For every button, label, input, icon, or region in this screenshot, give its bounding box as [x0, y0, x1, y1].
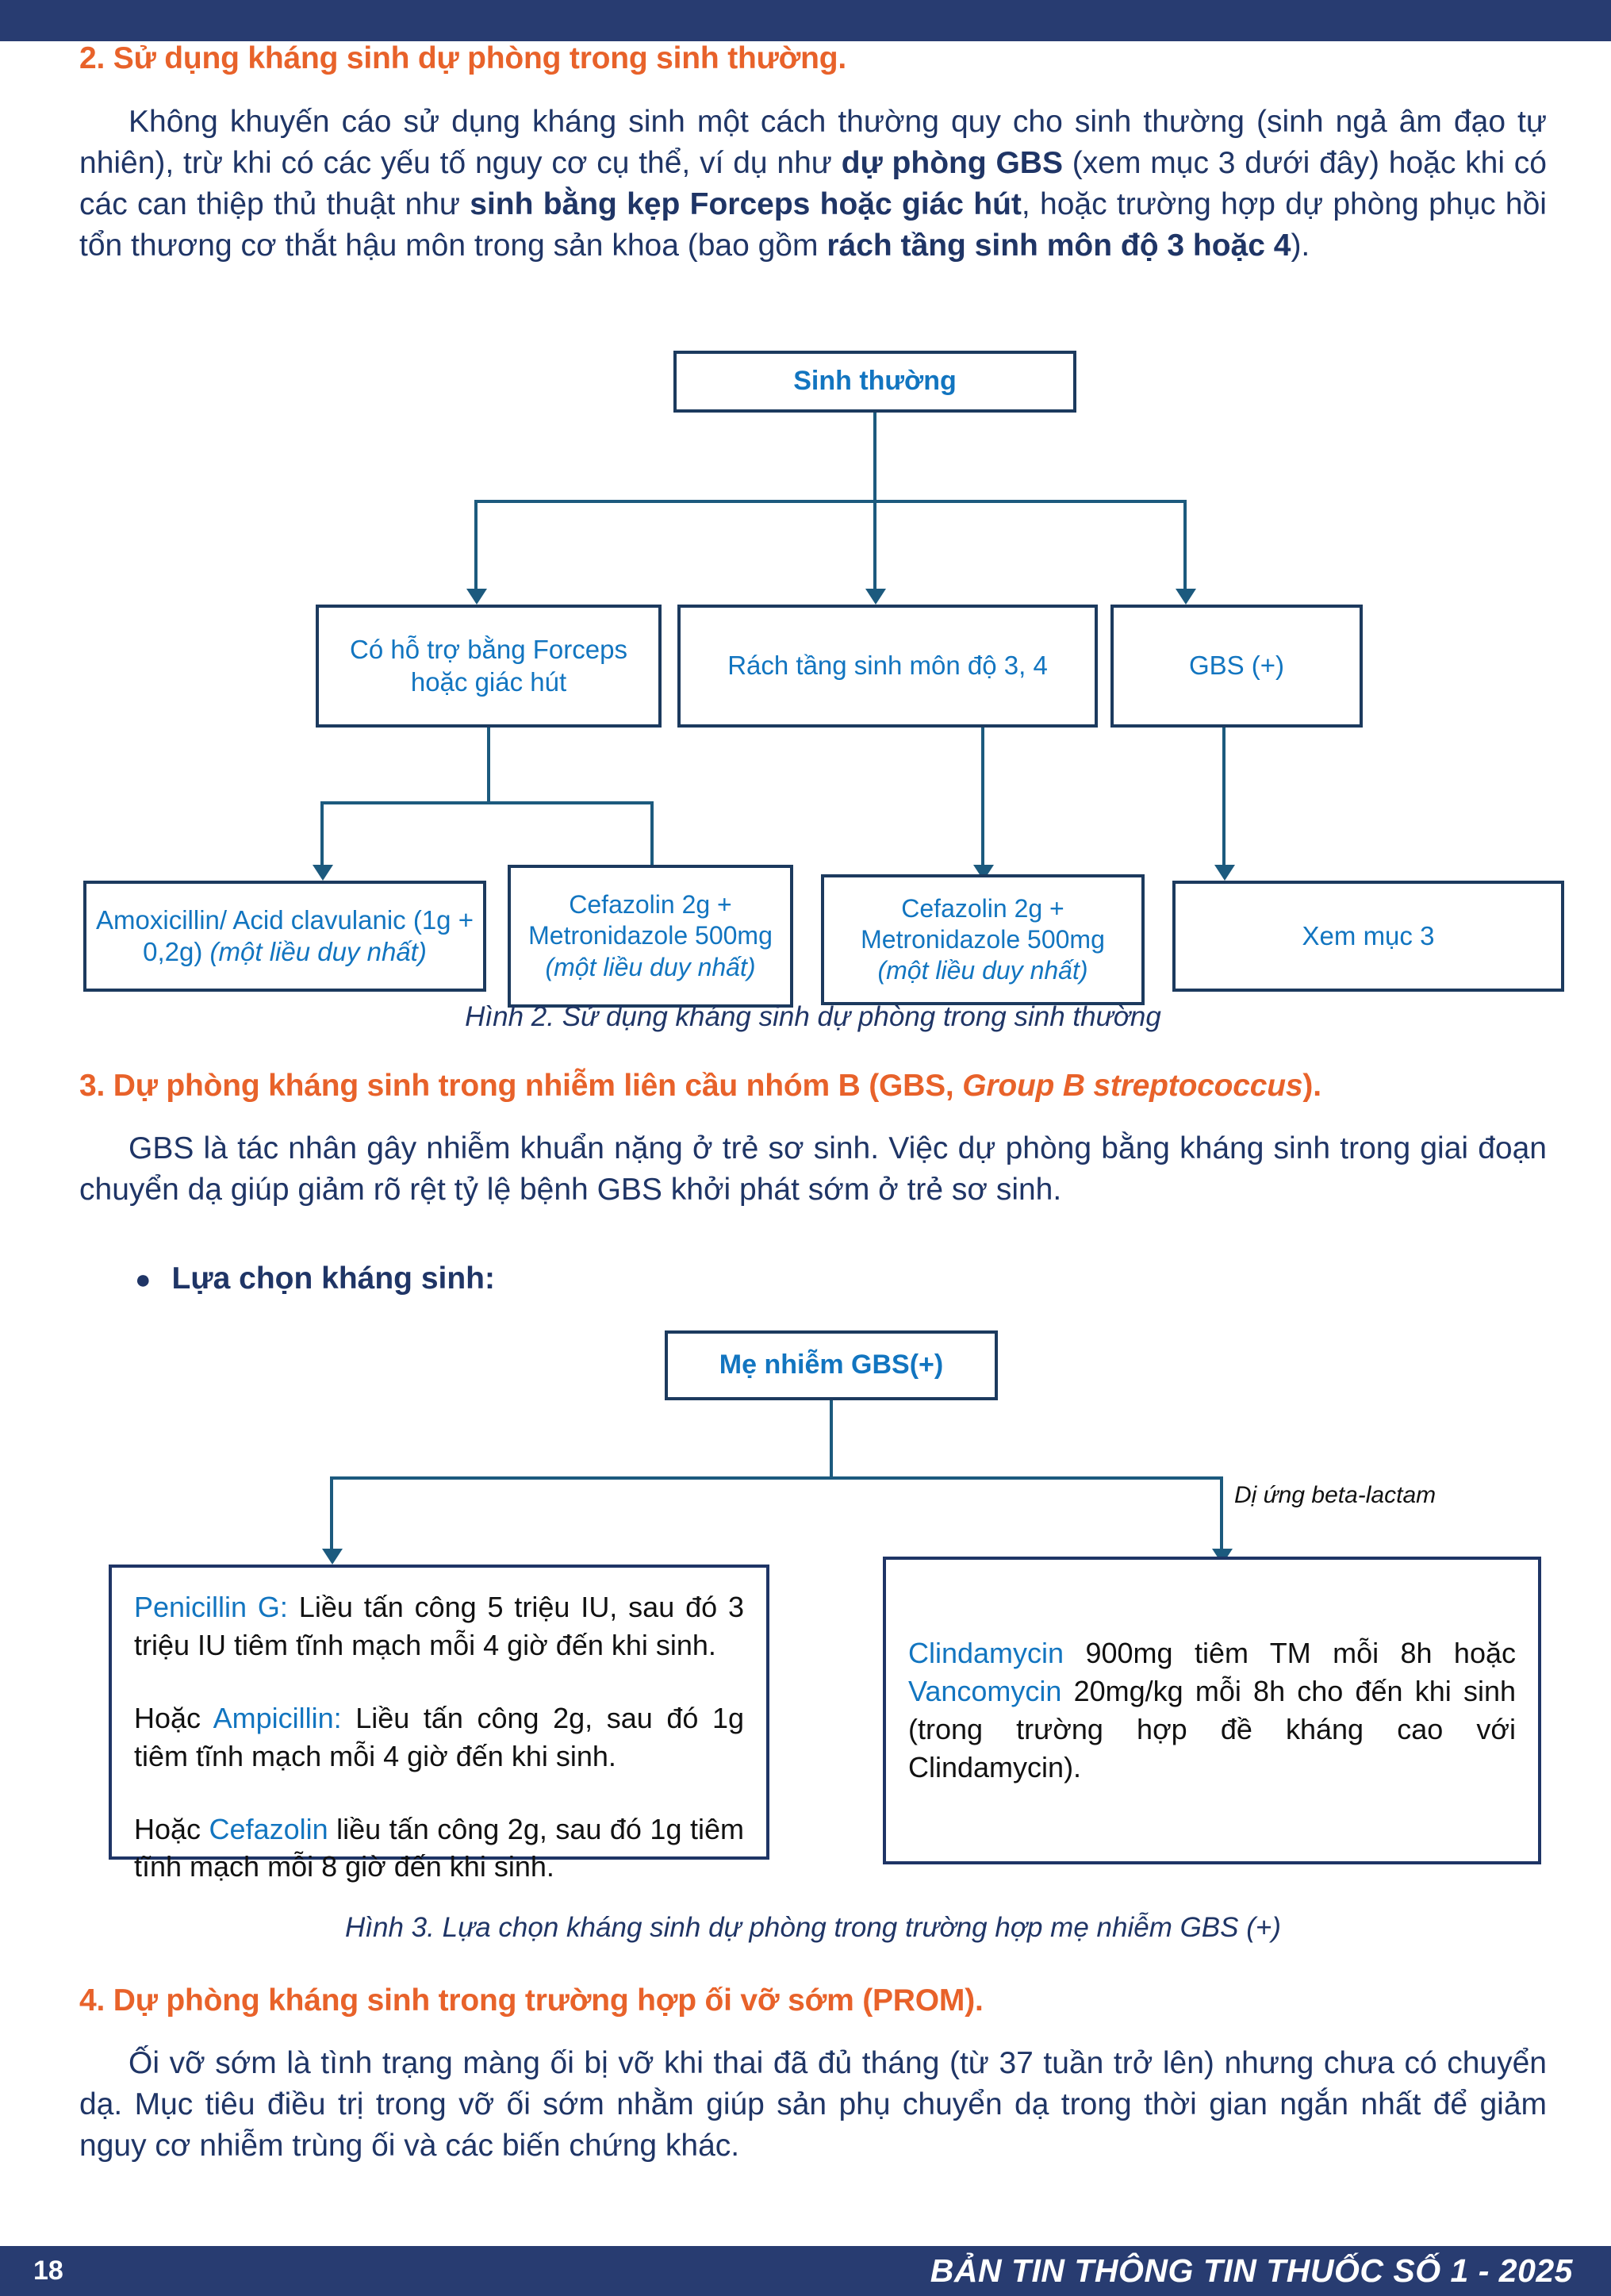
- page-number: 18: [33, 2256, 63, 2286]
- drug-clindamycin: Clindamycin: [908, 1637, 1064, 1670]
- flow2-connector-split-bus: [320, 801, 654, 804]
- top-decorative-bar: [0, 0, 1611, 41]
- flow2-node-see-section-3: Xem mục 3: [1172, 881, 1564, 992]
- s4-paragraph-text: Ối vỡ sớm là tình trạng màng ối bị vỡ khi thai đã đủ tháng (từ 37 tuần trở lên) nhưng chưa có chuyển dạ. Mục tiêu điều trị trong vỡ ối sớm nhằm giúp sản phụ chuyển dạ trong thời gian ngắn nhất để giảm nguy cơ nhiễm trùng ối và các biến chứng khác.: [79, 2046, 1547, 2163]
- section-4-paragraph: [79, 2043, 1547, 2167]
- flow3-connector-drop-left: [330, 1476, 333, 1556]
- regimen-ampicillin-text: Liều tấn công 2g, sau đó 1g tiêm tĩnh mạch mỗi 4 giờ đến khi sinh.: [134, 1701, 744, 1772]
- regimen-penicillin: [134, 1588, 744, 1664]
- flow2-connector-tear-down: [981, 728, 984, 870]
- regimen-penicillin-text: Liều tấn công 5 triệu IU, sau đó 3 triệu IU tiêm tĩnh mạch mỗi 4 giờ đến khi sinh.: [134, 1591, 744, 1661]
- section-4-heading: 4. Dự phòng kháng sinh trong trường hợp ối vỡ sớm (PROM).: [79, 1983, 984, 2018]
- s2-text-1: Không khuyến cáo sử dụng kháng sinh một cách thường quy cho sinh thường (sinh ngả âm đạo tự nhiên), trừ khi có các yếu tố nguy cơ cụ thể, ví dụ như: [79, 105, 1547, 180]
- drug-ampicillin: Ampicillin:: [213, 1701, 342, 1734]
- regimen-allergy: [908, 1634, 1516, 1787]
- section-3-heading: [79, 1069, 1547, 1104]
- s2-text-3: , hoặc trường hợp dự phòng phục hồi tổn thương cơ thắt hậu môn trong sản khoa (bao gồm: [79, 186, 1547, 263]
- regimen-allergy-text-1: 900mg tiêm TM mỗi 8h hoặc: [1064, 1637, 1516, 1670]
- flow2-cefa1-italic: (một liều duy nhất): [545, 952, 756, 981]
- flow2-amox-italic: (một liều duy nhất): [209, 937, 427, 966]
- s3-head-2: ).: [1302, 1069, 1321, 1103]
- bullet-label: Lựa chọn kháng sinh:: [171, 1261, 495, 1296]
- section-2-paragraph: [79, 102, 1547, 266]
- flow3-connector-root-down: [830, 1400, 833, 1480]
- bullet-dot-icon: ●: [135, 1265, 152, 1295]
- flow2-connector-drop-1: [474, 500, 478, 595]
- flow2-connector-drop-2: [873, 500, 876, 595]
- page-footer: [0, 2246, 1611, 2296]
- drug-vancomycin: Vancomycin: [908, 1675, 1062, 1708]
- flow3-arrow-left: [322, 1549, 343, 1565]
- flow2-node-tear: Rách tầng sinh môn độ 3, 4: [677, 605, 1098, 728]
- s2-bold-1: dự phòng GBS: [841, 145, 1063, 180]
- s3-head-1: 3. Dự phòng kháng sinh trong nhiễm liên cầu nhóm B (GBS,: [79, 1069, 963, 1103]
- flow2-arrow-1: [466, 589, 487, 605]
- figure-2-caption: Hình 2. Sử dụng kháng sinh dự phòng trong sinh thường: [465, 1001, 1161, 1032]
- flow2-cefa2-italic: (một liều duy nhất): [877, 956, 1088, 985]
- figure-3-flowchart: [0, 1295, 1611, 1906]
- flow2-amox-text: Amoxicillin/ Acid clavulanic (1g + 0,2g): [96, 904, 474, 966]
- flow2-node-forceps: Có hỗ trợ bằng Forceps hoặc giác hút: [316, 605, 662, 728]
- flow2-connector-split-right: [650, 801, 654, 871]
- flow2-connector-drop-3: [1183, 500, 1187, 595]
- figure-2-flowchart: [0, 351, 1611, 993]
- footer-title: BẢN TIN THÔNG TIN THUỐC SỐ 1 - 2025: [930, 2252, 1573, 2289]
- flow2-connector-split-stem: [487, 728, 490, 804]
- flow2-node-cefa-2: [821, 874, 1145, 1005]
- regimen-ampicillin: [134, 1699, 744, 1776]
- s2-text-2: (xem mục 3 dưới đây) hoặc khi có các can thiệp thủ thuật như: [79, 145, 1547, 221]
- flow2-arrow-4: [313, 865, 333, 881]
- regimen-allergy-text-2: 20mg/kg mỗi 8h cho đến khi sinh (trong trường hợp đề kháng cao với Clindamycin).: [908, 1675, 1516, 1783]
- flow2-connector-gbs-down: [1222, 728, 1226, 870]
- section-2-heading: 2. Sử dụng kháng sinh dự phòng trong sinh thường.: [79, 41, 847, 75]
- flow3-box-standard-regimens: [109, 1565, 769, 1883]
- flow2-arrow-2: [865, 589, 886, 605]
- flow2-arrow-3: [1176, 589, 1196, 605]
- flow3-branch-label: Dị ứng beta-lactam: [1234, 1482, 1436, 1508]
- s2-bold-2: sinh bằng kẹp Forceps hoặc giác hút: [470, 186, 1022, 221]
- flow2-connector-root-down: [873, 413, 876, 500]
- s3-head-italic: Group B streptococcus: [962, 1069, 1303, 1103]
- figure-3-caption: Hình 3. Lựa chọn kháng sinh dự phòng trong trường hợp mẹ nhiễm GBS (+): [345, 1912, 1281, 1943]
- s2-bold-3: rách tầng sinh môn độ 3 hoặc 4: [827, 228, 1291, 263]
- flow2-node-root: Sinh thường: [673, 351, 1076, 413]
- flow2-connector-bus: [474, 500, 1187, 503]
- drug-cefazolin: Cefazolin: [209, 1812, 328, 1845]
- bullet-antibiotic-choice: [135, 1261, 495, 1296]
- section-3-paragraph: [79, 1128, 1547, 1211]
- flow3-node-root: Mẹ nhiễm GBS(+): [665, 1330, 998, 1400]
- flow2-node-amox: [83, 881, 486, 992]
- flow2-node-gbs: GBS (+): [1110, 605, 1363, 728]
- page-body: [0, 41, 1611, 2198]
- s3-paragraph-text: GBS là tác nhân gây nhiễm khuẩn nặng ở trẻ sơ sinh. Việc dự phòng bằng kháng sinh trong giai đoạn chuyển dạ giúp giảm rõ rệt tỷ lệ bệnh GBS khởi phát sớm ở trẻ sơ sinh.: [79, 1131, 1547, 1207]
- flow2-cefa1-text: Cefazolin 2g + Metronidazole 500mg: [528, 890, 773, 950]
- flow2-node-cefa-1: [508, 865, 793, 1008]
- flow2-cefa2-text: Cefazolin 2g + Metronidazole 500mg: [861, 893, 1105, 954]
- flow2-arrow-7: [1214, 865, 1235, 881]
- regimen-cefazolin: [134, 1810, 744, 1887]
- drug-penicillin-g: Penicillin G:: [134, 1591, 288, 1623]
- flow3-connector-bus: [330, 1476, 1223, 1480]
- regimen-cefazolin-prefix: Hoặc: [134, 1812, 209, 1845]
- flow3-connector-drop-right: [1220, 1476, 1223, 1556]
- s2-text-4: ).: [1291, 228, 1310, 263]
- regimen-ampicillin-prefix: Hoặc: [134, 1701, 213, 1734]
- regimen-cefazolin-text: liều tấn công 2g, sau đó 1g tiêm tĩnh mạch mỗi 8 giờ đến khi sinh.: [134, 1812, 744, 1883]
- flow2-connector-split-left: [320, 801, 324, 871]
- flow3-box-allergy-regimens: [883, 1557, 1541, 1864]
